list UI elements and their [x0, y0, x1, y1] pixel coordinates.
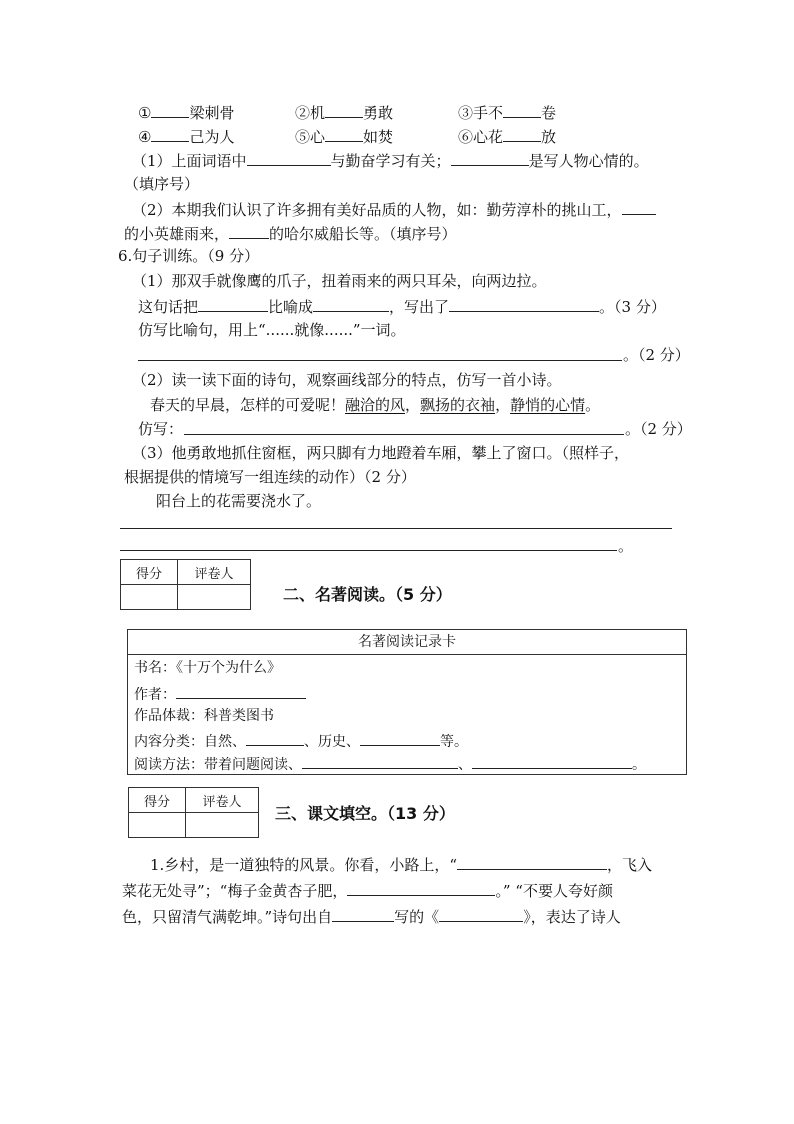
card-author-blank[interactable] — [176, 683, 306, 699]
q6-s1-text-a: 这句话把 — [138, 298, 199, 316]
q6-s3-answer-line-1[interactable] — [120, 528, 672, 529]
q6-s3-cont: 根据提供的情境写一组连续的动作）（2 分） — [124, 468, 416, 486]
q5-part1-note: （填序号） — [124, 175, 200, 193]
s3-l2-b: 。” “不要人夸好颜 — [495, 882, 613, 900]
card-content-c: 等。 — [440, 734, 468, 750]
s3-line-3 — [122, 906, 621, 927]
score-cell[interactable] — [129, 813, 186, 838]
idiom-1-blank[interactable] — [151, 102, 189, 118]
card-method-b: 、 — [458, 757, 472, 773]
q6-s2: （2）读一读下面的诗句，观察画线部分的特点，仿写一首小诗。 — [132, 371, 562, 389]
idiom-4-text: 己为人 — [189, 128, 235, 146]
idiom-6 — [458, 126, 556, 147]
s3-l2-a: 菜花无处寻”；“梅子金黄杏子肥， — [122, 882, 348, 900]
card-author — [134, 683, 306, 704]
q6-s1-blank-1[interactable] — [198, 296, 268, 312]
reading-record-card — [127, 629, 687, 775]
idiom-3-text: 卷 — [541, 104, 557, 122]
card-method — [134, 753, 646, 774]
card-content-b: 、历史、 — [304, 734, 360, 750]
q6-s2-imitate-label: 仿写： — [138, 420, 184, 438]
q6-s1-text-d: 。（3 分） — [599, 298, 666, 316]
q5-part2 — [132, 199, 656, 220]
q5-p1-blank-1[interactable] — [247, 150, 331, 166]
card-title: 名著阅读记录卡 — [128, 630, 686, 655]
s3-line-1 — [150, 854, 652, 875]
s3-l1-b: ，飞入 — [606, 856, 652, 874]
q5-p2-blank-2[interactable] — [229, 223, 269, 239]
idiom-2 — [295, 102, 393, 123]
q6-s1-fill — [138, 296, 666, 317]
q6-s1: （1）那双手就像鹰的爪子，扭着雨来的两只耳朵，向两边拉。 — [132, 272, 547, 290]
s3-blank-3[interactable] — [332, 906, 394, 922]
q5-p1-text-c: 是写人物心情的。 — [528, 152, 649, 170]
card-content-a: 内容分类：自然、 — [134, 734, 246, 750]
idiom-3-pre: 手不 — [473, 104, 504, 122]
q6-s3: （3）他勇敢地抓住窗框，两只脚有力地蹬着车厢，攀上了窗口。（照样子， — [132, 444, 630, 462]
q6-poem-underlined-3: 静悄的心情 — [510, 396, 586, 414]
card-content-blank-2[interactable] — [360, 730, 440, 746]
idiom-3 — [458, 102, 556, 123]
idiom-1 — [138, 102, 234, 123]
q6-s3-end: 。 — [618, 537, 634, 555]
idiom-1-num: ① — [138, 104, 152, 122]
q6-s3-answer-line-2[interactable] — [120, 550, 617, 551]
score-table-2 — [120, 559, 251, 610]
idiom-2-text: 勇敢 — [363, 104, 394, 122]
q5-part1 — [132, 150, 649, 171]
q6-s1-score: 。（2 分） — [623, 346, 690, 364]
q5-p2-text-a: （2）本期我们认识了许多拥有美好品质的人物，如：勤劳淳朴的挑山工， — [132, 201, 622, 219]
q6-poem-underlined-2: 飘扬的衣袖 — [420, 396, 496, 414]
card-author-label: 作者： — [134, 687, 176, 703]
q6-s1-text-c: ，写出了 — [389, 298, 450, 316]
idiom-6-blank[interactable] — [503, 126, 541, 142]
q6-poem-comma-2: ， — [495, 396, 511, 414]
card-method-c: 。 — [632, 757, 646, 773]
grader-cell[interactable] — [178, 585, 251, 610]
card-content-blank-1[interactable] — [246, 730, 304, 746]
idiom-5 — [295, 126, 393, 147]
card-method-blank-2[interactable] — [472, 753, 632, 769]
idiom-6-num: ⑥ — [458, 128, 474, 146]
grader-cell[interactable] — [186, 813, 259, 838]
section-3-title: 三、课文填空。（13 分） — [275, 804, 455, 823]
s3-blank-4[interactable] — [439, 906, 523, 922]
q6-s2-answer-line[interactable] — [184, 434, 624, 435]
q6-s1-answer-line[interactable] — [138, 360, 622, 361]
idiom-4-blank[interactable] — [151, 126, 189, 142]
q6-poem-text: 春天的早晨，怎样的可爱呢！ — [150, 396, 346, 414]
q6-poem-underlined-1: 融洽的风 — [345, 396, 406, 414]
idiom-3-num: ③ — [458, 104, 474, 122]
card-genre: 作品体裁：科普类图书 — [134, 708, 274, 724]
idiom-4 — [138, 126, 234, 147]
q5-p2-text-b: 的小英雄雨来， — [124, 225, 230, 243]
idiom-2-pre: 机 — [310, 104, 326, 122]
q6-s1-blank-3[interactable] — [449, 296, 599, 312]
q6-s1-instruction: 仿写比喻句，用上“......就像......”一词。 — [138, 321, 406, 339]
idiom-1-text: 梁刺骨 — [189, 104, 235, 122]
grader-header: 评卷人 — [178, 560, 251, 585]
idiom-3-blank[interactable] — [503, 102, 541, 118]
s3-l1-a: 1.乡村，是一道独特的风景。你看，小路上，“ — [150, 856, 457, 874]
q6-s2-score: 。（2 分） — [625, 420, 692, 438]
section-2-title: 二、名著阅读。（5 分） — [283, 585, 452, 604]
idiom-5-pre: 心 — [310, 128, 326, 146]
idiom-5-num: ⑤ — [295, 128, 311, 146]
q5-p2-blank-1[interactable] — [622, 199, 656, 215]
q5-p1-blank-2[interactable] — [451, 150, 529, 166]
s3-l3-c: 》，表达了诗人 — [523, 908, 621, 926]
grader-header: 评卷人 — [186, 788, 259, 813]
idiom-5-text: 如焚 — [363, 128, 394, 146]
score-header: 得分 — [129, 788, 186, 813]
q5-part2-cont — [124, 223, 457, 244]
s3-l3-a: 色，只留清气满乾坤。”诗句出自 — [122, 908, 333, 926]
s3-blank-1[interactable] — [457, 854, 607, 870]
q5-p1-text-b: 与勤奋学习有关； — [330, 152, 451, 170]
q5-p2-text-c: 的哈尔威船长等。（填序号） — [269, 225, 457, 243]
q6-s1-blank-2[interactable] — [313, 296, 389, 312]
card-method-blank-1[interactable] — [302, 753, 458, 769]
idiom-6-pre: 心花 — [473, 128, 504, 146]
score-header: 得分 — [121, 560, 178, 585]
s3-l3-b: 写的《 — [394, 908, 440, 926]
s3-line-2 — [122, 880, 613, 901]
idiom-5-blank[interactable] — [325, 126, 363, 142]
idiom-4-num: ④ — [138, 128, 152, 146]
score-table-3 — [128, 787, 259, 838]
idiom-2-num: ② — [295, 104, 311, 122]
score-cell[interactable] — [121, 585, 178, 610]
q6-s2-poem — [150, 395, 600, 415]
card-method-a: 阅读方法：带着问题阅读、 — [134, 757, 302, 773]
q6-s3-scenario: 阳台上的花需要浇水了。 — [156, 492, 322, 510]
idiom-2-blank[interactable] — [325, 102, 363, 118]
q5-p1-text-a: （1）上面词语中 — [132, 152, 247, 170]
idiom-6-text: 放 — [541, 128, 557, 146]
q6-poem-comma-1: ， — [405, 396, 421, 414]
card-content — [134, 730, 468, 751]
s3-blank-2[interactable] — [347, 880, 495, 896]
q6-poem-period: 。 — [585, 396, 601, 414]
q6-title: 6.句子训练。（9 分） — [118, 247, 260, 265]
q6-s1-text-b: 比喻成 — [268, 298, 314, 316]
card-book: 书名：《十万个为什么》 — [134, 660, 281, 676]
